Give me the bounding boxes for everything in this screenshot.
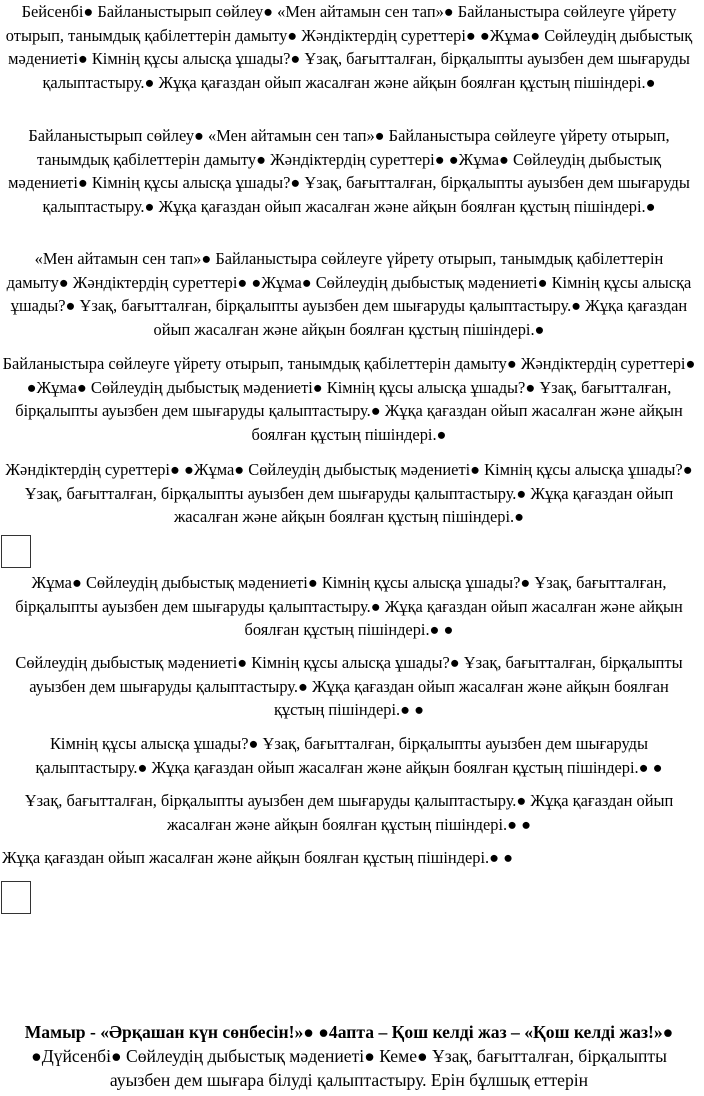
section-heading [2,1020,696,1092]
paragraph-2: Байланыстырып сөйлеу● «Мен айтамын сен тап»● Байланыстыра сөйлеуге үйрету отырып, танымдық қабілеттерін дамыту● Жәндіктердің суреттері● ●Жұма● Сөйлеудің дыбыстық мәдениеті● Кімнің құсы алысқа ұшады?● Ұзақ, бағытталған, бірқалыпты ауызбен дем шығаруды қалыптастыру.● Жұқа қағаздан ойып жасалған және айқын боялған құстың пішіндері.● [8,126,690,216]
paragraph-10: Жұқа қағаздан ойып жасалған және айқын боялған құстың пішіндері.● ● [2,848,514,867]
empty-text-box [1,535,31,568]
paragraph-7: Сөйлеудің дыбыстық мәдениеті● Кімнің құсы алысқа ұшады?● Ұзақ, бағытталған, бірқалыпты ауызбен дем шығаруды қалыптастыру.● Жұқа қағаздан ойып жасалған және айқын боялған құстың пішіндері.● ● [15,653,683,720]
paragraph-8: Кімнің құсы алысқа ұшады?● Ұзақ, бағытталған, бірқалыпты ауызбен дем шығаруды қалыптастыру.● Жұқа қағаздан ойып жасалған және айқын боялған құстың пішіндері.● ● [35,734,663,777]
heading-bold-text: Мамыр - «Әрқашан күн сөнбесін!»● ●4апта – Қош келді жаз – «Қош келді жаз!»● ● [24,1022,674,1066]
paragraph-1: Бейсенбі● Байланыстырып сөйлеу● «Мен айтамын сен тап»● Байланыстыра сөйлеуге үйрету отырып, танымдық қабілеттерін дамыту● Жәндіктердің суреттері● ●Жұма● Сөйлеудің дыбыстық мәдениеті● Кімнің құсы алысқа ұшады?● Ұзақ, бағытталған, бірқалыпты ауызбен дем шығаруды қалыптастыру.● Жұқа қағаздан ойып жасалған және айқын боялған құстың пішіндері.● [5,2,693,92]
heading-normal-text: Дүйсенбі● Сөйлеудің дыбыстық мәдениеті● Кеме● Ұзақ, бағытталған, бірқалыпты ауызбен дем шығара білуді қалыптастыру. Ерін бұлшық еттерін [41,1046,667,1090]
paragraph-4: Байланыстыра сөйлеуге үйрету отырып, танымдық қабілеттерін дамыту● Жәндіктердің суреттері● ●Жұма● Сөйлеудің дыбыстық мәдениеті● Кімнің құсы алысқа ұшады?● Ұзақ, бағытталған, бірқалыпты ауызбен дем шығаруды қалыптастыру.● Жұқа қағаздан ойып жасалған және айқын боялған құстың пішіндері.● [2,354,696,444]
paragraph-5: Жәндіктердің суреттері● ●Жұма● Сөйлеудің дыбыстық мәдениеті● Кімнің құсы алысқа ұшады?● Ұзақ, бағытталған, бірқалыпты ауызбен дем шығаруды қалыптастыру.● Жұқа қағаздан ойып жасалған және айқын боялған құстың пішіндері.● [5,460,693,527]
paragraph-6: Жұма● Сөйлеудің дыбыстық мәдениеті● Кімнің құсы алысқа ұшады?● Ұзақ, бағытталған, бірқалыпты ауызбен дем шығаруды қалыптастыру.● Жұқа қағаздан ойып жасалған және айқын боялған құстың пішіндері.● ● [15,573,683,640]
paragraph-3: «Мен айтамын сен тап»● Байланыстыра сөйлеуге үйрету отырып, танымдық қабілеттерін дамыту● Жәндіктердің суреттері● ●Жұма● Сөйлеудің дыбыстық мәдениеті● Кімнің құсы алысқа ұшады?● Ұзақ, бағытталған, бірқалыпты ауызбен дем шығаруды қалыптастыру.● Жұқа қағаздан ойып жасалған және айқын боялған құстың пішіндері.● [6,249,692,339]
paragraph-9: Ұзақ, бағытталған, бірқалыпты ауызбен дем шығаруды қалыптастыру.● Жұқа қағаздан ойып жасалған және айқын боялған құстың пішіндері.● ● [24,791,674,834]
empty-text-box [1,881,31,914]
